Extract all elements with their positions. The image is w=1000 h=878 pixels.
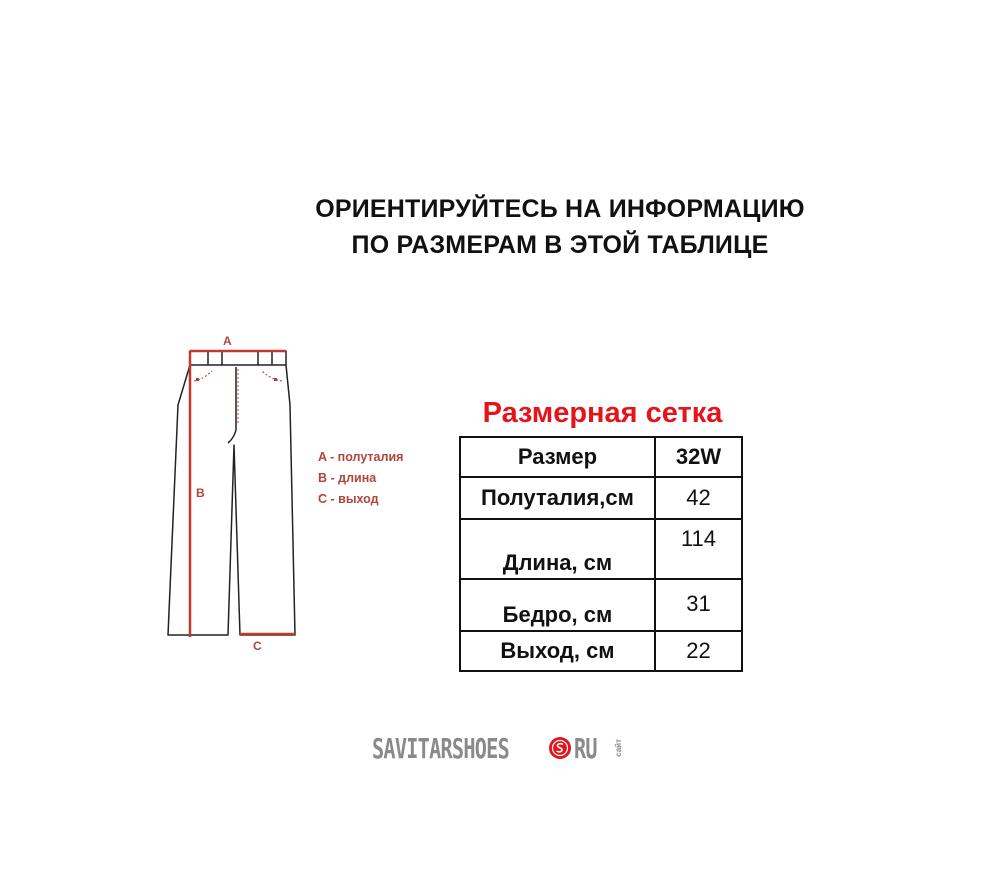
table-header-label: Размер — [460, 437, 655, 477]
table-header-value: 32W — [655, 437, 742, 477]
pants-diagram — [150, 325, 300, 655]
row-value-hem: 22 — [655, 631, 742, 671]
legend-length: B - длина — [318, 471, 377, 485]
row-value-length: 114 — [655, 519, 742, 579]
row-value-waist: 42 — [655, 477, 742, 519]
row-value-hip: 31 — [655, 579, 742, 631]
size-chart-title: Размерная сетка — [482, 397, 723, 429]
headline-line-2: ПО РАЗМЕРАМ В ЭТОЙ ТАБЛИЦЕ — [351, 231, 769, 259]
brand-logo — [372, 731, 623, 765]
logo-text-domain: RU — [574, 731, 597, 765]
logo-text-brand: SAVITARSHOES — [372, 731, 510, 765]
diagram-label-c: C — [253, 639, 262, 653]
table-row — [460, 477, 742, 519]
diagram-label-b: B — [196, 486, 205, 500]
table-row — [460, 579, 742, 631]
table-row — [460, 519, 742, 579]
row-label-length: Длина, см — [460, 519, 655, 579]
row-label-hem: Выход, см — [460, 631, 655, 671]
diagram-label-a: A — [223, 334, 232, 348]
logo-s-icon — [548, 736, 572, 760]
legend-waist: A - полуталия — [318, 450, 404, 464]
row-label-waist: Полуталия,см — [460, 477, 655, 519]
headline-line-1: ОРИЕНТИРУЙТЕСЬ НА ИНФОРМАЦИЮ — [315, 195, 805, 223]
table-row — [460, 631, 742, 671]
size-table — [459, 436, 743, 672]
table-header-row — [460, 437, 742, 477]
logo-side-text: сайт — [614, 739, 623, 757]
row-label-hip: Бедро, см — [460, 579, 655, 631]
legend-hem: C - выход — [318, 492, 379, 506]
